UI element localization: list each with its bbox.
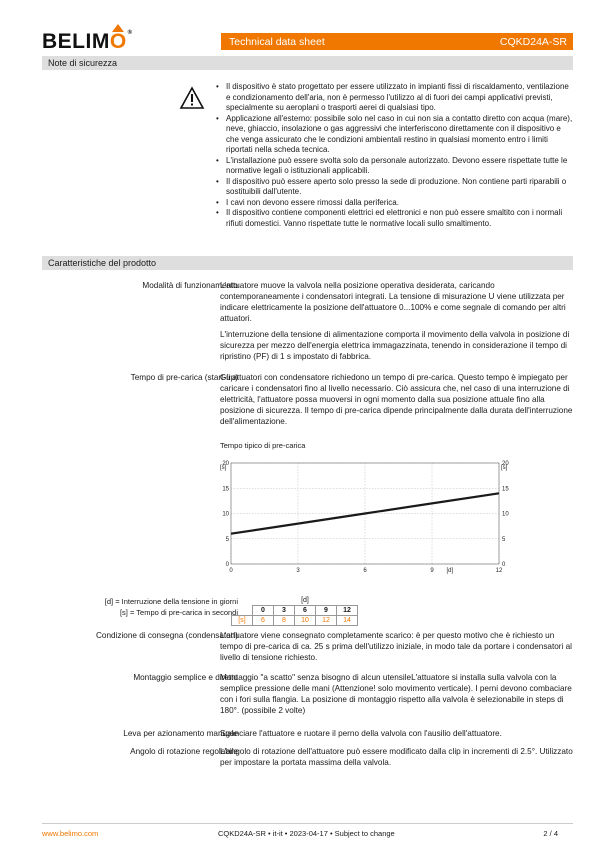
table-d-cell: 3	[274, 606, 295, 616]
section-product-title: Caratteristiche del prodotto	[48, 258, 157, 268]
logo-mark-icon	[112, 24, 124, 32]
table-s-unit: [s]	[232, 616, 253, 626]
text-precarica: Gli attuatori con condensatore richiedono un tempo di pre-carica. Questo tempo è impiegato per caricare i condensatori fino al livello necessario. Ciò assicura che, nel caso di una interruzione di elettricità, l'attuatore possa muoversi in ogni momento dalla sua posizione attuale fino alla posizione di sicurezza. Il tempo di pre-carica dipende principalmente dalla durata dell'interruzione dell'alimentazione.	[220, 373, 573, 426]
section-safety	[42, 56, 573, 70]
safety-item: • Applicazione all'esterno: possibile solo nel caso in cui non sia a contatto diretto con acqua (mare), neve, ghiaccio, insolazione o gas aggressivi che interferiscono direttamente con il dispositivo e che venga assicurato che le condizioni ambientali restino in qualsiasi momento entro i limiti riportati nella scheda tecnica.	[216, 114, 573, 156]
safety-item: • Il dispositivo contiene componenti elettrici ed elettronici e non può essere smaltito con i normali rifiuti domestici. Vanno rispettate tutte le normative locali sullo smaltimento.	[216, 208, 573, 229]
y-tick-label-right: 5	[502, 536, 506, 543]
y-tick-label-left: 20	[222, 461, 229, 467]
section-product	[42, 256, 573, 270]
safety-item: • I cavi non devono essere rimossi dalla periferica.	[216, 198, 573, 209]
table-s-cell: 10	[295, 616, 316, 626]
logo-text-o: O	[109, 30, 127, 53]
y-tick-label-right: 15	[502, 486, 509, 493]
text-consegna: L'attuatore viene consegnato completamente scarico: è per questo motivo che è richiesto un tempo di pre-carica di ca. 25 s prima dell'utilizzo iniziale, in modo tale da portare i condensatori al livello di tensione richiesto.	[220, 631, 572, 662]
table-s-cell: 6	[253, 616, 274, 626]
header-model: CQKD24A-SR	[499, 36, 567, 48]
y-tick-label-right: 20	[502, 461, 509, 467]
text-montaggio: Montaggio "a scatto" senza bisogno di alcun utensileL'attuatore si installa sulla valvola con la semplice pressione delle mani (Attenzione! solo movimento verticale). I perni devono combaciare con i fori sulla flangia. La posizione di montaggio rispetto alla valvola è selezionabile in steps di 180°. (possibile 2 volte)	[220, 673, 572, 715]
table-s-cell: 8	[274, 616, 295, 626]
y-tick-label-left: 0	[225, 562, 229, 568]
x-tick-label: 0	[229, 568, 233, 574]
safety-item: • Il dispositivo può essere aperto solo presso la sede di produzione. Non contiene parti riparabili o sostituibili dall'utente.	[216, 177, 573, 198]
header-title: Technical data sheet	[229, 36, 325, 48]
warning-icon	[180, 87, 204, 109]
label-montaggio: Montaggio semplice e diretto	[133, 673, 238, 682]
text-leva: Sganciare l'attuatore e ruotare il perno della valvola con l'ausilio dell'attuatore.	[220, 729, 502, 738]
safety-item: • Il dispositivo è stato progettato per essere utilizzato in impianti fissi di riscaldamento, ventilazione e condizionamento dell'aria, non è permesso l'utilizzo al di fuori dei campi applicativi previsti, specialmente su aeroplani o trasporti aerei di qualsiasi tipo.	[216, 82, 573, 114]
text-angolo: L'angolo di rotazione dell'attuatore può essere modificato dalla clip in incrementi di 2.5°. Utilizzato per impostare la portata massima della valvola.	[220, 747, 573, 767]
text-modalita-2: L'interruzione della tensione di alimentazione comporta il movimento della valvola in posizione di sicurezza per mezzo dell'energia elettrica immagazzinata, tenendo in considerazione il tempo di ripristino (PF) di 1 s impostato di fabbrica.	[220, 330, 570, 361]
table-d-cell: 9	[316, 606, 337, 616]
label-angolo: Angolo di rotazione regolabile	[130, 747, 238, 756]
y-unit-label-right: [s]	[501, 465, 508, 471]
y-unit-label-left: [s]	[220, 465, 227, 471]
x-tick-label: 6	[363, 568, 367, 574]
safety-item: • L'installazione può essere svolta solo da personale autorizzato. Devono essere rispettate tutte le normative legali o istituzionali applicabili.	[216, 156, 573, 177]
x-tick-label: 12	[495, 568, 503, 574]
y-tick-label-right: 10	[502, 511, 509, 518]
x-tick-label: 3	[296, 568, 300, 574]
table-d-cell: 12	[337, 606, 358, 616]
label-precarica: Tempo di pre-carica (start-up)	[130, 373, 238, 382]
logo-reg: ®	[127, 30, 133, 36]
legend-s: [s] = Tempo di pre-carica in secondi	[119, 608, 238, 617]
precharge-table	[231, 596, 358, 626]
table-d-unit: [d]	[301, 597, 309, 604]
y-tick-label-left: 15	[222, 486, 229, 493]
footer-url[interactable]: www.belimo.com	[42, 829, 99, 838]
y-tick-label-right: 0	[502, 562, 506, 568]
footer-divider	[42, 823, 573, 824]
chart-title: Tempo tipico di pre-carica	[220, 441, 306, 450]
table-d-cell: 6	[295, 606, 316, 616]
section-safety-title: Note di sicurezza	[48, 58, 118, 68]
logo-text: BELIM	[42, 30, 110, 53]
header-bar	[221, 33, 573, 50]
footer-page: 2 / 4	[543, 829, 558, 838]
label-consegna: Condizione di consegna (condensatori)	[95, 631, 238, 640]
footer-info: CQKD24A-SR • it-it • 2023-04-17 • Subject to change	[218, 829, 395, 838]
y-tick-label-left: 5	[225, 536, 229, 543]
table-d-cell: 0	[253, 606, 274, 616]
x-unit-label: [d]	[446, 568, 454, 574]
x-tick-label: 9	[430, 568, 434, 574]
label-leva: Leva per azionamento manuale	[123, 729, 238, 738]
table-s-cell: 12	[316, 616, 337, 626]
precharge-chart	[218, 455, 508, 580]
text-modalita-1: L'attuatore muove la valvola nella posizione operativa desiderata, caricando contemporaneamente i condensatori integrati. La tensione di misurazione U viene utilizzata per indicare elettricamente la posizione dell'attuatore 0...100% e come segnale di comando per altri attuatori.	[220, 281, 566, 323]
y-tick-label-left: 10	[222, 511, 229, 518]
belimo-logo	[42, 30, 133, 54]
safety-list	[216, 82, 573, 229]
legend-d: [d] = Interruzione della tensione in giorni	[104, 597, 238, 606]
label-modalita: Modalità di funzionamento	[142, 281, 238, 290]
table-s-cell: 14	[337, 616, 358, 626]
